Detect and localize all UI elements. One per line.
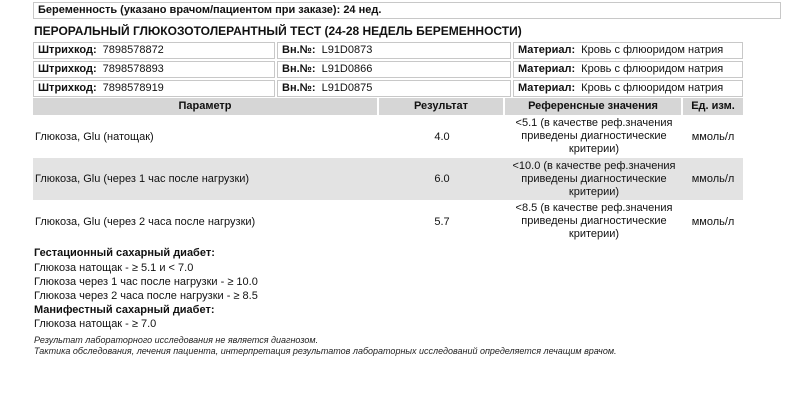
internal-number-label: Вн.№: <box>282 44 316 56</box>
reference-cell: <5.1 (в качестве реф.значения приведены диагностические критерии) <box>515 117 673 155</box>
barcode-cell <box>33 42 275 59</box>
manifest-title: Манифестный сахарный диабет: <box>34 304 215 316</box>
header-param: Параметр <box>33 98 377 115</box>
table-row <box>33 116 743 157</box>
barcode-value: 7898578919 <box>102 82 164 94</box>
material-value: Кровь с флюоридом натрия <box>581 44 724 56</box>
header-reference: Референсные значения <box>505 98 681 115</box>
result-cell: 5.7 <box>434 215 450 228</box>
material-value: Кровь с флюоридом натрия <box>581 82 724 94</box>
material-label: Материал: <box>518 63 576 75</box>
results-table-header <box>33 98 743 115</box>
result-cell: 4.0 <box>434 130 450 143</box>
barcode-value: 7898578893 <box>102 63 164 75</box>
gestational-title: Гестационный сахарный диабет: <box>34 247 215 259</box>
material-cell <box>513 61 743 78</box>
pregnancy-info <box>33 2 781 19</box>
param-cell: Глюкоза, Glu (через 1 час после нагрузки) <box>33 158 381 200</box>
internal-number-label: Вн.№: <box>282 82 316 94</box>
manifest-line: Глюкоза натощак - ≥ 7.0 <box>34 318 157 330</box>
disclaimer-line: Результат лабораторного исследования не является диагнозом. <box>34 335 319 345</box>
gestational-line: Глюкоза натощак - ≥ 5.1 и < 7.0 <box>34 262 194 274</box>
internal-number-cell <box>277 80 511 97</box>
barcode-cell <box>33 61 275 78</box>
internal-number-cell <box>277 42 511 59</box>
internal-number-value: L91D0873 <box>321 44 373 56</box>
barcode-label: Штрихкод: <box>38 82 97 94</box>
gestational-line: Глюкоза через 2 часа после нагрузки - ≥ 8.5 <box>34 290 258 302</box>
reference-cell: <10.0 (в качестве реф.значения приведены диагностические критерии) <box>505 158 683 200</box>
param-cell: Глюкоза, Glu (натощак) <box>35 130 154 143</box>
internal-number-label: Вн.№: <box>282 63 316 75</box>
table-row <box>33 201 743 242</box>
barcode-label: Штрихкод: <box>38 63 97 75</box>
material-label: Материал: <box>518 44 576 56</box>
param-cell: Глюкоза, Glu (через 2 часа после нагрузки) <box>35 215 256 228</box>
header-unit: Ед. изм. <box>683 98 743 115</box>
material-value: Кровь с флюоридом натрия <box>581 63 724 75</box>
material-label: Материал: <box>518 82 576 94</box>
unit-cell: ммоль/л <box>691 130 735 143</box>
barcode-value: 7898578872 <box>102 44 164 56</box>
material-cell <box>513 80 743 97</box>
material-cell <box>513 42 743 59</box>
internal-number-cell <box>277 61 511 78</box>
unit-cell: ммоль/л <box>691 215 735 228</box>
internal-number-value: L91D0875 <box>321 82 373 94</box>
gestational-line: Глюкоза через 1 час после нагрузки - ≥ 10.0 <box>34 276 258 288</box>
unit-cell: ммоль/л <box>683 158 743 200</box>
table-row <box>33 158 743 200</box>
reference-cell: <8.5 (в качестве реф.значения приведены диагностические критерии) <box>515 202 673 240</box>
disclaimer-line: Тактика обследования, лечения пациента, интерпретация результатов лабораторных исследований определяется лечащим врачом. <box>34 346 617 356</box>
header-result: Результат <box>379 98 503 115</box>
barcode-label: Штрихкод: <box>38 44 97 56</box>
pregnancy-label: Беременность (указано врачом/пациентом при заказе): <box>38 4 341 16</box>
internal-number-value: L91D0866 <box>321 63 373 75</box>
test-title: ПЕРОРАЛЬНЫЙ ГЛЮКОЗОТОЛЕРАНТНЫЙ ТЕСТ (24-28 НЕДЕЛЬ БЕРЕМЕННОСТИ) <box>34 24 522 38</box>
result-cell: 6.0 <box>379 158 505 200</box>
pregnancy-value: 24 нед. <box>343 4 382 16</box>
barcode-cell <box>33 80 275 97</box>
